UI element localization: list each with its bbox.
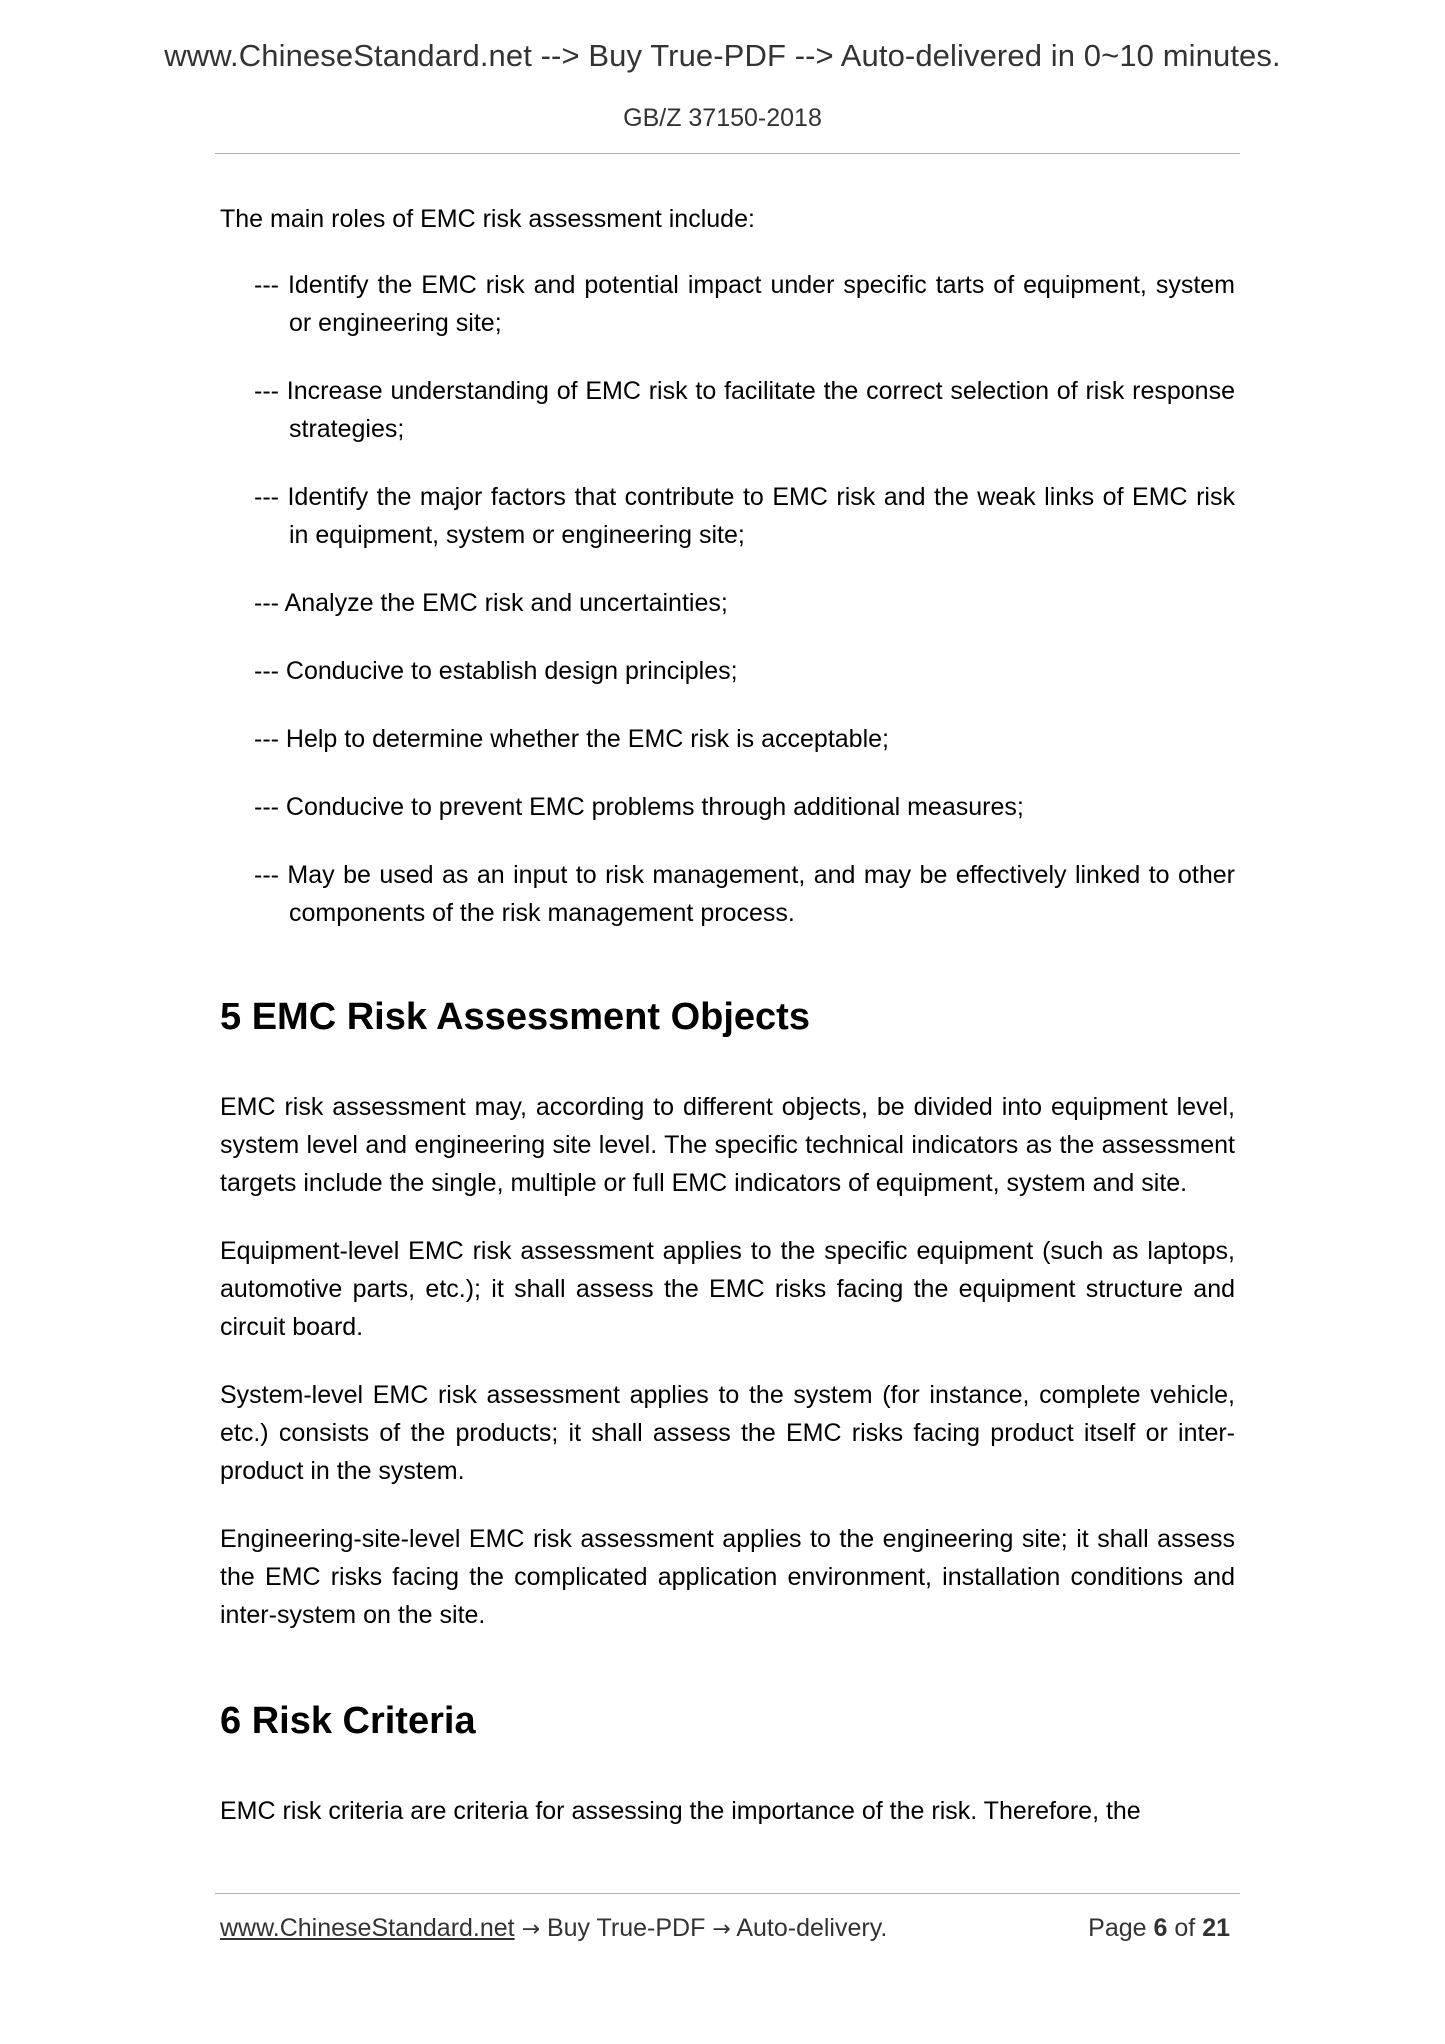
roles-intro: The main roles of EMC risk assessment include: (220, 205, 755, 233)
section-6-paragraph: EMC risk criteria are criteria for assessing the importance of the risk. Therefore, the (220, 1797, 1141, 1825)
header-banner: www.ChineseStandard.net --> Buy True-PDF --> Auto-delivered in 0~10 minutes. (164, 38, 1281, 73)
role-item: --- May be used as an input to risk management, and may be effectively linked to other components of the risk management process. (254, 861, 1235, 927)
role-item: --- Conducive to establish design principles; (254, 657, 738, 685)
standard-code: GB/Z 37150-2018 (623, 104, 822, 132)
footer-divider (215, 1893, 1240, 1894)
section-5-heading: 5 EMC Risk Assessment Objects (220, 996, 810, 1038)
right-arrow-icon: → (712, 1917, 731, 1942)
page-body (220, 200, 1235, 1860)
footer-site-link[interactable]: www.ChineseStandard.net (220, 1914, 515, 1942)
role-item: --- Conducive to prevent EMC problems through additional measures; (254, 793, 1024, 821)
section-5-paragraph: System-level EMC risk assessment applies to the system (for instance, complete vehicle, etc.) consists of the products; it shall assess the EMC risks facing product itself or inter-product in the system. (220, 1381, 1235, 1485)
footer-delivery-text: Auto-delivery. (736, 1914, 888, 1942)
footer-buy-text: Buy True-PDF (546, 1914, 706, 1942)
page-total: 21 (1202, 1914, 1230, 1942)
section-5-paragraph: EMC risk assessment may, according to different objects, be divided into equipment level, system level and engineering site level. The specific technical indicators as the assessment targets include the single, multiple or full EMC indicators of equipment, system and site. (220, 1093, 1235, 1197)
page-label: Page (1088, 1914, 1147, 1942)
footer-promo (220, 1914, 887, 1943)
section-6-heading: 6 Risk Criteria (220, 1700, 476, 1742)
role-item: --- Analyze the EMC risk and uncertainties; (254, 589, 728, 617)
of-label: of (1174, 1914, 1196, 1942)
role-item: --- Identify the major factors that contribute to EMC risk and the weak links of EMC risk in equipment, system or engineering site; (254, 483, 1235, 549)
role-item: --- Increase understanding of EMC risk to facilitate the correct selection of risk response strategies; (254, 377, 1235, 443)
page-indicator (1088, 1914, 1230, 1943)
section-5-paragraph: Engineering-site-level EMC risk assessment applies to the engineering site; it shall assess the EMC risks facing the complicated application environment, installation conditions and inter-system on the site. (220, 1525, 1235, 1629)
right-arrow-icon: → (521, 1917, 541, 1942)
header-divider (215, 153, 1240, 154)
section-5-paragraph: Equipment-level EMC risk assessment applies to the specific equipment (such as laptops, automotive parts, etc.); it shall assess the EMC risks facing the equipment structure and circuit board. (220, 1237, 1235, 1341)
page-number: 6 (1153, 1914, 1168, 1942)
role-item: --- Identify the EMC risk and potential impact under specific tarts of equipment, system or engineering site; (254, 271, 1235, 337)
role-item: --- Help to determine whether the EMC risk is acceptable; (254, 725, 889, 753)
